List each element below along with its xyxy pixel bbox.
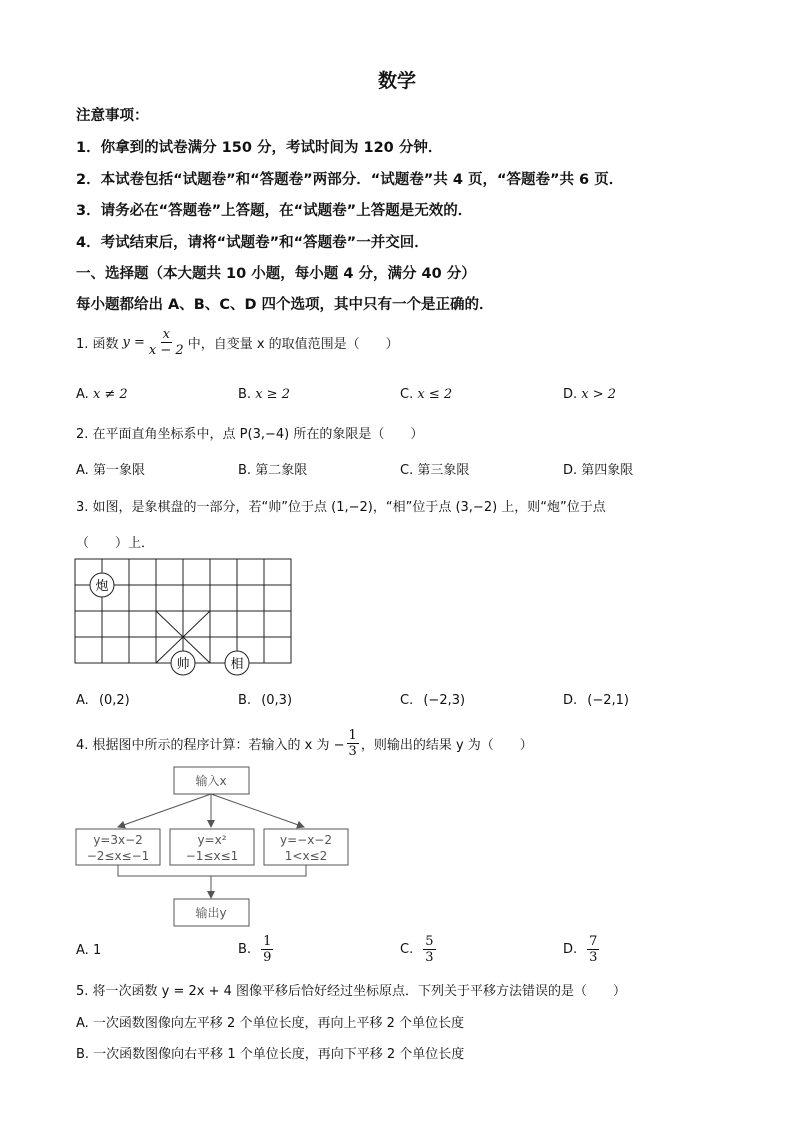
q4-option-a[interactable] bbox=[76, 943, 101, 958]
q4-option-d[interactable] bbox=[563, 934, 599, 965]
flowchart-figure bbox=[74, 764, 364, 930]
question-5: 5. 将一次函数 y = 2x + 4 图像平移后恰好经过坐标原点．下列关于平移方法错误的是（ ） bbox=[76, 984, 627, 999]
question-3-line-2: （ ）上． bbox=[76, 536, 155, 551]
q4-fraction-denominator: 3 bbox=[348, 744, 357, 759]
question-1 bbox=[76, 327, 399, 358]
q4-suffix: ，则输出的结果 y 为（ ） bbox=[360, 738, 533, 753]
q1-suffix: 中，自变量 x 的取值范围是（ ） bbox=[187, 337, 399, 352]
q4-option-d-numerator: 7 bbox=[589, 934, 598, 949]
q4-option-b-numerator: 1 bbox=[263, 934, 272, 949]
q4-option-d-fraction bbox=[587, 934, 599, 965]
q3-option-d[interactable] bbox=[563, 693, 629, 708]
q1-option-c-letter: C. bbox=[400, 387, 414, 402]
xiang-piece bbox=[225, 651, 249, 675]
notice-item-3: 3．请务必在“答题卷”上答题，在“试题卷”上答题是无效的． bbox=[76, 203, 473, 219]
q1-option-d[interactable] bbox=[563, 387, 616, 402]
shuai-label: 帅 bbox=[176, 657, 190, 672]
flow-merge-line bbox=[118, 865, 306, 876]
q2-option-b[interactable] bbox=[238, 459, 307, 478]
q3-option-c[interactable] bbox=[400, 693, 465, 708]
q4-option-c-letter: C. bbox=[400, 942, 414, 957]
q4-option-d-denominator: 3 bbox=[589, 950, 598, 965]
q1-formula-lhs: y = bbox=[122, 335, 145, 350]
q1-option-d-value: x > 2 bbox=[581, 387, 617, 402]
q1-formula-numerator: x bbox=[162, 327, 170, 342]
q2-option-a-value: 第一象限 bbox=[92, 463, 145, 478]
q3-option-d-value: (−2,1) bbox=[587, 693, 630, 708]
q1-option-a[interactable] bbox=[76, 387, 128, 402]
q1-option-b[interactable] bbox=[238, 387, 290, 402]
flow-box-3-line-1: y=−x−2 bbox=[279, 833, 333, 847]
page-title: 数学 bbox=[377, 70, 416, 92]
q1-option-d-letter: D. bbox=[563, 387, 578, 402]
pao-label: 炮 bbox=[95, 579, 109, 594]
q4-fraction bbox=[347, 728, 359, 759]
flow-output-label: 输出y bbox=[195, 906, 227, 920]
flow-box-3-line-2: 1<x≤2 bbox=[284, 849, 328, 863]
q4-option-b-denominator: 9 bbox=[263, 950, 272, 965]
section-subheading: 每小题都给出 A、B、C、D 四个选项，其中只有一个是正确的． bbox=[76, 297, 494, 313]
flow-box-2-line-1: y=x² bbox=[197, 833, 227, 847]
notice-item-2: 2．本试卷包括“试题卷”和“答题卷”两部分．“试题卷”共 4 页，“答题卷”共 6 页． bbox=[76, 172, 624, 188]
q4-fraction-numerator: 1 bbox=[348, 728, 357, 743]
q2-option-a-letter: A. bbox=[76, 463, 89, 478]
q4-option-c[interactable] bbox=[400, 934, 436, 965]
q2-option-b-letter: B. bbox=[238, 463, 252, 478]
q2-option-d-letter: D. bbox=[563, 463, 578, 478]
q1-option-c[interactable] bbox=[400, 387, 452, 402]
q2-option-b-value: 第二象限 bbox=[255, 463, 308, 478]
q2-option-d[interactable] bbox=[563, 459, 633, 478]
notice-heading: 注意事项： bbox=[76, 108, 149, 124]
q2-option-c[interactable] bbox=[400, 459, 469, 478]
flow-box-1-line-1: y=3x−2 bbox=[93, 833, 143, 847]
q3-option-b-value: (0,3) bbox=[261, 693, 293, 708]
q3-option-c-value: (−2,3) bbox=[423, 693, 466, 708]
flow-box-2-line-2: −1≤x≤1 bbox=[185, 849, 239, 863]
q4-option-a-letter: A. bbox=[76, 943, 89, 958]
q4-option-b[interactable] bbox=[238, 934, 273, 965]
notice-item-4: 4．考试结束后，请将“试题卷”和“答题卷”一并交回． bbox=[76, 235, 429, 251]
question-2: 2. 在平面直角坐标系中，点 P(3,−4) 所在的象限是（ ） bbox=[76, 427, 424, 442]
question-3-line-1: 3. 如图，是象棋盘的一部分，若“帅”位于点 (1,−2)，“相”位于点 (3,−2) 上，则“炮”位于点 bbox=[76, 500, 606, 515]
question-4 bbox=[76, 728, 533, 759]
q1-formula-fraction bbox=[147, 327, 186, 358]
q1-formula-denominator: x − 2 bbox=[148, 343, 184, 358]
xiang-label: 相 bbox=[230, 657, 244, 672]
shuai-piece bbox=[171, 651, 195, 675]
q3-option-c-letter: C. bbox=[400, 693, 414, 708]
chessboard-figure bbox=[70, 552, 300, 682]
q2-option-c-value: 第三象限 bbox=[417, 463, 470, 478]
q4-option-c-denominator: 3 bbox=[425, 950, 434, 965]
flow-box-1-line-2: −2≤x≤−1 bbox=[86, 849, 150, 863]
q2-option-a[interactable] bbox=[76, 459, 145, 478]
q4-option-b-letter: B. bbox=[238, 942, 252, 957]
q5-option-a[interactable]: A. 一次函数图像向左平移 2 个单位长度，再向上平移 2 个单位长度 bbox=[76, 1016, 465, 1031]
q1-option-b-value: x ≥ 2 bbox=[255, 387, 290, 402]
section-heading: 一、选择题（本大题共 10 小题，每小题 4 分，满分 40 分） bbox=[76, 266, 476, 282]
q3-option-d-letter: D. bbox=[563, 693, 578, 708]
q4-option-c-fraction bbox=[423, 934, 435, 965]
q4-option-b-fraction bbox=[261, 934, 273, 965]
q2-option-d-value: 第四象限 bbox=[581, 463, 634, 478]
q4-option-a-value: 1 bbox=[92, 943, 102, 958]
q4-option-d-letter: D. bbox=[563, 942, 578, 957]
q1-option-b-letter: B. bbox=[238, 387, 252, 402]
q3-option-a-letter: A. bbox=[76, 693, 89, 708]
flow-arrow-right bbox=[211, 794, 304, 827]
q1-prefix: 1. 函数 bbox=[76, 337, 119, 352]
q3-option-b[interactable] bbox=[238, 693, 292, 708]
q1-option-a-value: x ≠ 2 bbox=[92, 387, 128, 402]
q3-option-b-letter: B. bbox=[238, 693, 252, 708]
q3-option-a-value: (0,2) bbox=[98, 693, 130, 708]
flow-arrow-left bbox=[118, 794, 211, 827]
q5-option-b[interactable]: B. 一次函数图像向右平移 1 个单位长度，再向下平移 2 个单位长度 bbox=[76, 1047, 465, 1062]
q1-option-c-value: x ≤ 2 bbox=[417, 387, 453, 402]
q3-option-a[interactable] bbox=[76, 693, 130, 708]
q2-option-c-letter: C. bbox=[400, 463, 414, 478]
q4-option-c-numerator: 5 bbox=[425, 934, 434, 949]
q1-option-a-letter: A. bbox=[76, 387, 89, 402]
pao-piece bbox=[90, 573, 114, 597]
notice-item-1: 1．你拿到的试卷满分 150 分，考试时间为 120 分钟． bbox=[76, 140, 443, 156]
flow-input-label: 输入x bbox=[195, 774, 227, 788]
q4-prefix: 4. 根据图中所示的程序计算：若输入的 x 为 − bbox=[76, 738, 345, 753]
